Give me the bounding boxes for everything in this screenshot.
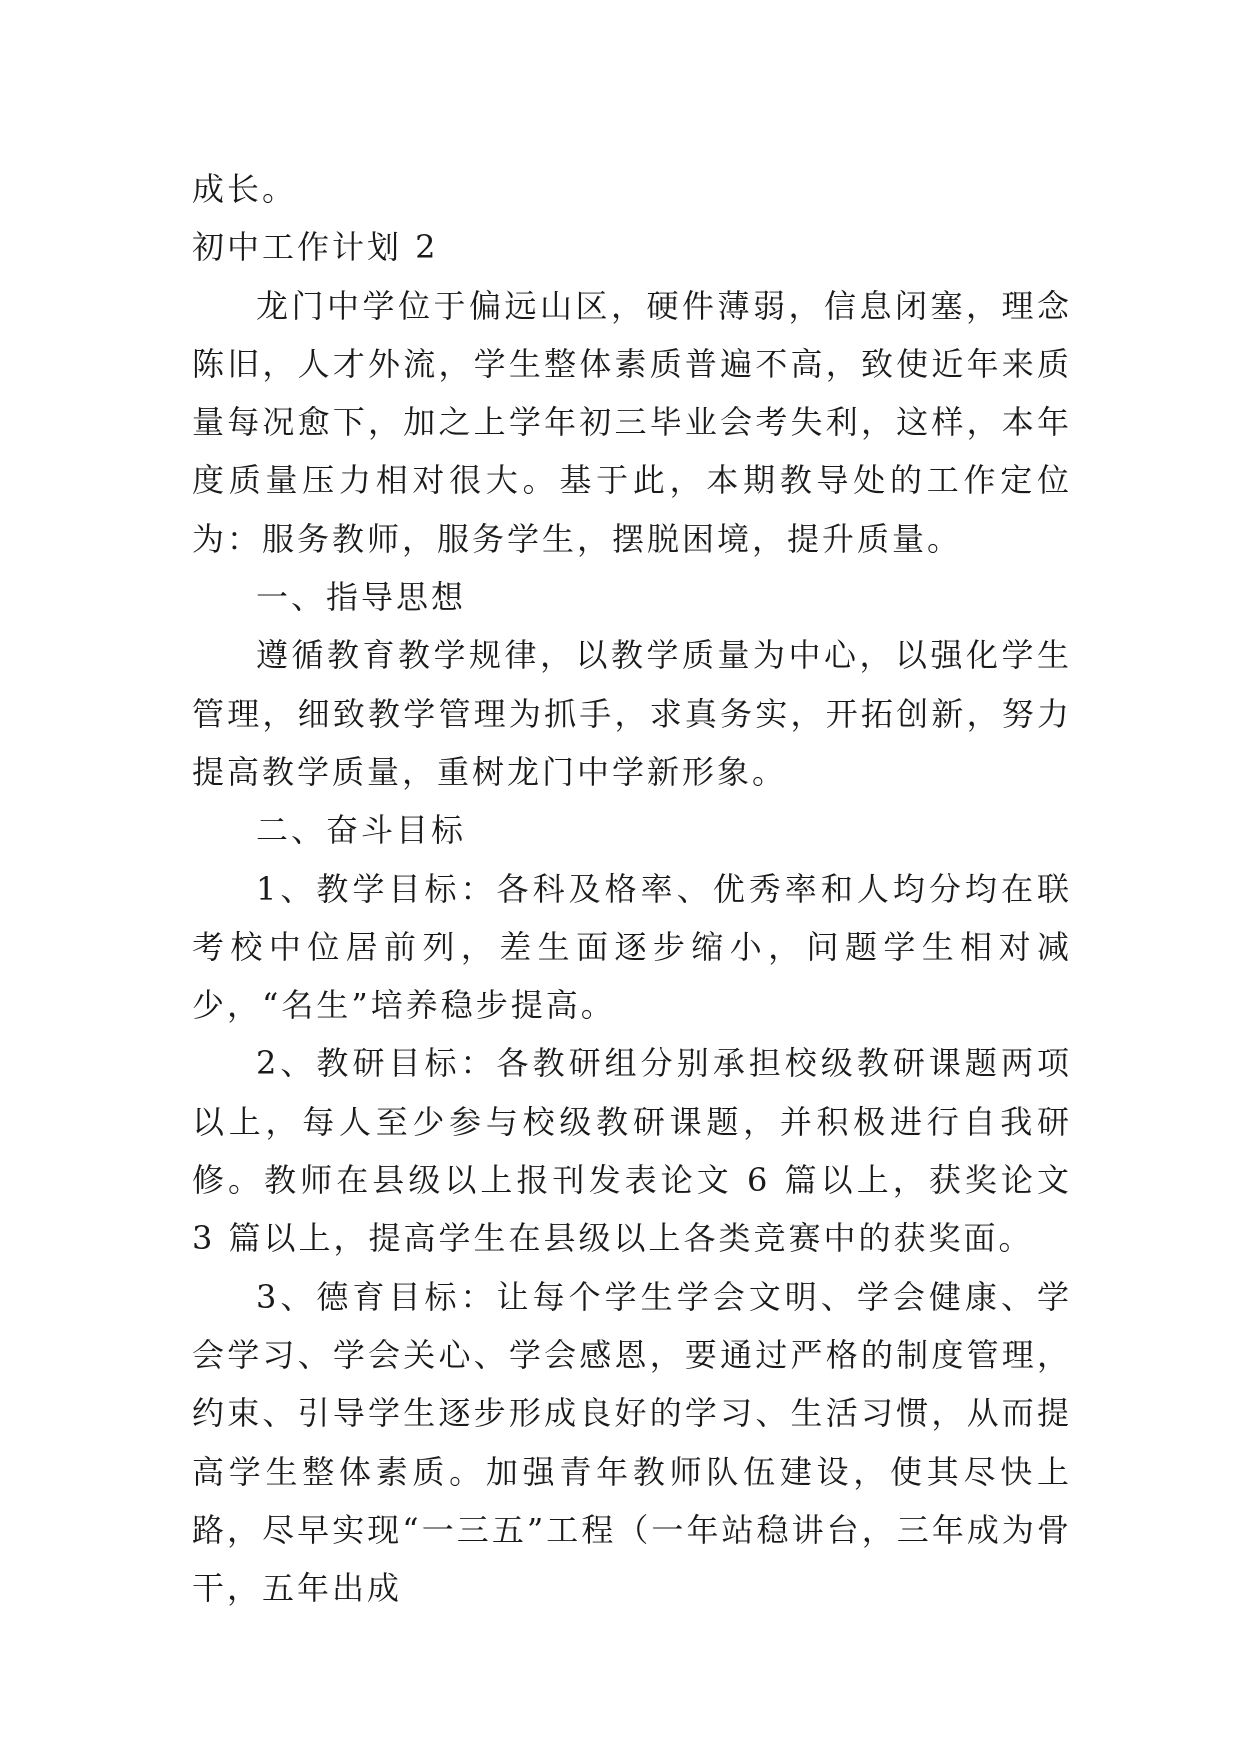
paragraph-continuation: 成长。: [192, 170, 298, 208]
paragraph-research-goal: 2、教研目标：各教研组分别承担校级教研课题两项以上，每人至少参与校级教研课题，并积极进行自我研修。教师在县级以上报刊发表论文 6 篇以上，获奖论文 3 篇以上，提高学生在县级以上各类竞赛中的获奖面。: [192, 1044, 1072, 1258]
paragraph-teaching-goal: 1、教学目标：各科及格率、优秀率和人均分均在联考校中位居前列，差生面逐步缩小，问题学生相对减少，“名生”培养稳步提高。: [192, 869, 1072, 1025]
section-title: 初中工作计划 2: [192, 228, 439, 267]
paragraph-moral-goal: 3、德育目标：让每个学生学会文明、学会健康、学会学习、学会关心、学会感恩，要通过严格的制度管理，约束、引导学生逐步形成良好的学习、生活习惯，从而提高学生整体素质。加强青年教师队伍建设，使其尽快上路，尽早实现“一三五”工程（一年站稳讲台，三年成为骨干，五年出成: [192, 1277, 1072, 1608]
paragraph-guiding-ideology: 遵循教育教学规律，以教学质量为中心，以强化学生管理，细致教学管理为抓手，求真务实，开拓创新，努力提高教学质量，重树龙门中学新形象。: [192, 636, 1072, 791]
heading-goals: 二、奋斗目标: [256, 811, 467, 850]
heading-guiding-ideology: 一、指导思想: [256, 578, 467, 617]
paragraph-intro: 龙门中学位于偏远山区，硬件薄弱，信息闭塞，理念陈旧，人才外流，学生整体素质普遍不高，致使近年来质量每况愈下，加之上学年初三毕业会考失利，这样，本年度质量压力相对很大。基于此，本期教导处的工作定位为：服务教师，服务学生，摆脱困境，提升质量。: [192, 286, 1072, 558]
document-body: [192, 160, 1072, 1617]
